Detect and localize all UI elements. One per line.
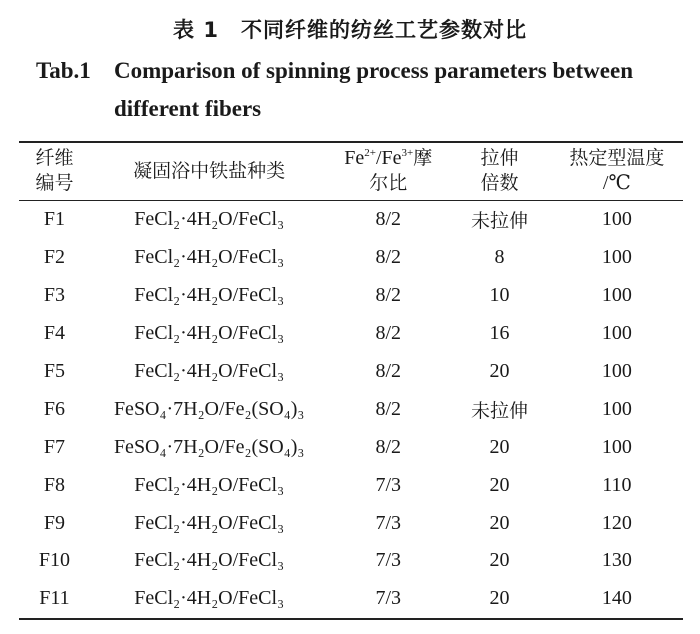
table-title-en-line1: Comparison of spinning process parameters between	[114, 58, 633, 83]
cell-heat-set-temp: 120	[601, 511, 632, 534]
cell-fiber-id: F5	[43, 360, 66, 382]
table-row	[19, 315, 683, 353]
cell-molar-ratio: 7/3	[375, 473, 402, 496]
cell-heat-set-temp: 100	[601, 208, 632, 231]
cell-fiber-id: F1	[43, 208, 66, 231]
cell-salt-type: FeCl₂·4H₂O/FeCl₃	[134, 208, 285, 231]
cell-heat-set-temp: 100	[601, 322, 632, 345]
header-salt-type: 凝固浴中铁盐种类	[90, 142, 328, 201]
table-row	[19, 277, 683, 315]
cell-draw-ratio: 未拉伸	[470, 399, 528, 422]
cell-molar-ratio: 8/2	[375, 435, 402, 458]
cell-molar-ratio: 8/2	[375, 322, 402, 345]
cell-draw-ratio: 20	[489, 549, 510, 572]
cell-fiber-id: F4	[43, 322, 66, 345]
cell-heat-set-temp: 100	[601, 284, 632, 307]
cell-fiber-id: F6	[43, 397, 66, 420]
cell-heat-set-temp: 100	[601, 246, 632, 269]
cell-heat-set-temp: 140	[601, 587, 632, 610]
cell-heat-set-temp: 110	[602, 473, 632, 496]
table-label: Tab.1	[36, 58, 91, 83]
table-row	[19, 353, 683, 391]
cell-salt-type: FeCl₂·4H₂O/FeCl₃	[134, 587, 285, 610]
cell-salt-type: FeCl₂·4H₂O/FeCl₃	[134, 360, 285, 382]
table-row	[19, 428, 683, 466]
cell-molar-ratio: 8/2	[375, 284, 402, 307]
cell-molar-ratio: 7/3	[375, 549, 402, 572]
cell-draw-ratio: 10	[489, 284, 510, 307]
cell-heat-set-temp: 100	[601, 360, 632, 382]
header-heat-set-temp: 热定型温度 /℃	[551, 142, 683, 201]
cell-molar-ratio: 8/2	[375, 246, 402, 269]
table-row	[19, 239, 683, 277]
cell-salt-type: FeCl₂·4H₂O/FeCl₃	[134, 473, 285, 496]
cell-salt-type: FeSO₄·7H₂O/Fe₂(SO₄)₃	[113, 435, 305, 458]
table-row	[19, 201, 683, 239]
cell-salt-type: FeCl₂·4H₂O/FeCl₃	[134, 246, 285, 269]
table-title-cn: 表 1 不同纤维的纺丝工艺参数对比	[173, 18, 527, 42]
cell-heat-set-temp: 100	[601, 435, 632, 458]
cell-draw-ratio: 8	[494, 246, 505, 269]
cell-fiber-id: F8	[43, 473, 66, 496]
cell-draw-ratio: 20	[489, 360, 510, 382]
parameters-table	[19, 141, 683, 620]
table-row	[19, 504, 683, 542]
cell-fiber-id: F9	[43, 511, 66, 534]
table-row	[19, 542, 683, 580]
cell-molar-ratio: 8/2	[375, 360, 402, 382]
table-title-en	[36, 58, 633, 84]
header-molar-ratio: $Fe^{2+}/Fe^{3+}$摩 尔比	[328, 142, 448, 201]
cell-draw-ratio: 16	[489, 322, 510, 345]
cell-draw-ratio: 未拉伸	[470, 210, 528, 233]
table-row	[19, 466, 683, 504]
cell-draw-ratio: 20	[489, 473, 510, 496]
cell-draw-ratio: 20	[489, 511, 510, 534]
cell-fiber-id: F7	[43, 435, 66, 458]
cell-molar-ratio: 8/2	[375, 397, 402, 420]
cell-salt-type: FeCl₂·4H₂O/FeCl₃	[134, 511, 285, 534]
cell-salt-type: FeCl₂·4H₂O/FeCl₃	[134, 322, 285, 345]
cell-salt-type: FeCl₂·4H₂O/FeCl₃	[134, 284, 285, 307]
table-title-en-line2: different fibers	[114, 96, 262, 121]
cell-fiber-id: F11	[39, 587, 70, 610]
cell-fiber-id: F10	[38, 549, 71, 572]
cell-molar-ratio: 7/3	[375, 587, 402, 610]
table-header-row	[19, 142, 683, 201]
table-row	[19, 580, 683, 619]
cell-salt-type: FeSO₄·7H₂O/Fe₂(SO₄)₃	[113, 397, 305, 420]
cell-salt-type: FeCl₂·4H₂O/FeCl₃	[134, 549, 285, 572]
table-row	[19, 390, 683, 428]
cell-heat-set-temp: 100	[601, 397, 632, 420]
cell-heat-set-temp: 130	[601, 549, 632, 572]
cell-fiber-id: F2	[43, 246, 66, 269]
header-draw-ratio: 拉伸 倍数	[448, 142, 551, 201]
cell-draw-ratio: 20	[489, 587, 510, 610]
cell-molar-ratio: 7/3	[375, 511, 402, 534]
cell-draw-ratio: 20	[489, 435, 510, 458]
header-fiber-id: 纤维 编号	[19, 142, 90, 201]
cell-molar-ratio: 8/2	[375, 208, 402, 231]
cell-fiber-id: F3	[43, 284, 66, 307]
